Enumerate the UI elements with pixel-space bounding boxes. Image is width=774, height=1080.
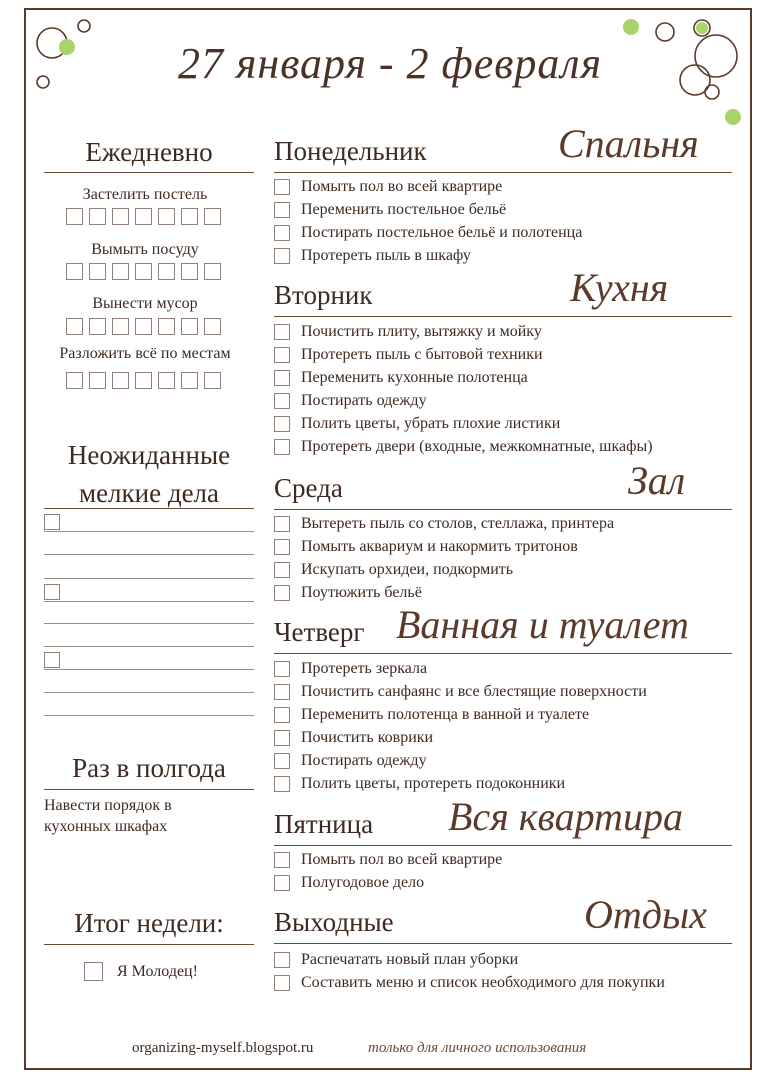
checkbox[interactable] — [274, 225, 290, 241]
checkbox[interactable] — [274, 684, 290, 700]
checkbox[interactable] — [181, 372, 198, 389]
checkbox[interactable] — [204, 372, 221, 389]
checkbox[interactable] — [158, 318, 175, 335]
checkbox[interactable] — [112, 318, 129, 335]
task-item — [274, 320, 542, 343]
room-title: Кухня — [570, 265, 669, 310]
task-item — [274, 726, 433, 749]
checkbox[interactable] — [274, 730, 290, 746]
task-label: Постирать одежду — [301, 751, 427, 769]
checkbox[interactable] — [274, 562, 290, 578]
week-result-title: Итог недели: — [74, 908, 224, 938]
write-line — [44, 601, 254, 602]
checkbox[interactable] — [44, 652, 60, 668]
room-title: Спальня — [558, 121, 699, 166]
task-item — [274, 749, 427, 772]
divider — [274, 845, 732, 846]
task-item — [274, 343, 543, 366]
unexpected-title — [44, 436, 254, 512]
task-label: Переменить постельное бельё — [301, 200, 507, 218]
checkbox[interactable] — [274, 539, 290, 555]
task-item — [274, 871, 424, 894]
task-item — [274, 703, 589, 726]
checkbox[interactable] — [274, 975, 290, 991]
checkbox[interactable] — [274, 516, 290, 532]
write-line — [44, 646, 254, 647]
half-year-text-line: кухонных шкафах — [44, 818, 168, 835]
task-label: Протереть зеркала — [301, 659, 428, 677]
write-line — [44, 531, 254, 532]
checkbox[interactable] — [274, 347, 290, 363]
task-label: Полугодовое дело — [301, 873, 425, 891]
circle-deco — [78, 20, 90, 32]
divider — [44, 789, 254, 790]
checkbox[interactable] — [274, 248, 290, 264]
page-title: 27 января - 2 февраля — [177, 39, 603, 88]
day-title: Четверг — [274, 617, 365, 647]
daily-checkboxes — [66, 318, 227, 335]
checkbox[interactable] — [274, 661, 290, 677]
task-label: Переменить кухонные полотенца — [301, 368, 528, 386]
task-item — [274, 558, 513, 581]
task-label: Протереть двери (входные, межкомнатные, шкафы) — [301, 437, 653, 455]
daily-label: Застелить постель — [82, 186, 208, 203]
task-item — [274, 175, 502, 198]
write-line — [44, 578, 254, 579]
checkbox[interactable] — [274, 439, 290, 455]
divider — [274, 943, 732, 944]
checkbox[interactable] — [66, 208, 83, 225]
write-line — [44, 669, 254, 670]
checkbox[interactable] — [89, 318, 106, 335]
checkbox[interactable] — [135, 208, 152, 225]
checkbox[interactable] — [66, 263, 83, 280]
divider — [44, 944, 254, 945]
write-line — [44, 692, 254, 693]
circle-deco — [37, 76, 49, 88]
write-line — [44, 554, 254, 555]
write-line — [44, 623, 254, 624]
task-item — [274, 221, 582, 244]
checkbox[interactable] — [135, 318, 152, 335]
checkbox[interactable] — [274, 179, 290, 195]
green-dot-deco — [623, 19, 639, 35]
checkbox[interactable] — [135, 263, 152, 280]
day-title: Пятница — [274, 809, 374, 839]
task-label: Протереть пыль в шкафу — [301, 246, 471, 264]
divider — [274, 509, 732, 510]
task-item — [274, 848, 502, 871]
room-title: Ванная и туалет — [396, 602, 689, 647]
checkbox[interactable] — [274, 707, 290, 723]
task-label: Распечатать новый план уборки — [301, 950, 519, 968]
checkbox[interactable] — [158, 263, 175, 280]
task-item — [274, 198, 506, 221]
daily-label: Вынести мусор — [92, 295, 198, 312]
checkbox[interactable] — [89, 208, 106, 225]
checkbox[interactable] — [158, 372, 175, 389]
checkbox[interactable] — [112, 208, 129, 225]
task-label: Почистить плиту, вытяжку и мойку — [301, 322, 542, 340]
task-label: Переменить полотенца в ванной и туалете — [301, 705, 590, 723]
task-item — [274, 512, 614, 535]
checkbox[interactable] — [204, 263, 221, 280]
divider — [44, 172, 254, 173]
day-title: Вторник — [274, 280, 373, 310]
checkbox[interactable] — [274, 852, 290, 868]
checkbox[interactable] — [274, 753, 290, 769]
task-label: Искупать орхидеи, подкормить — [301, 560, 514, 578]
checkbox[interactable] — [158, 208, 175, 225]
task-label: Протереть пыль с бытовой техники — [301, 345, 543, 363]
task-label: Почистить коврики — [301, 728, 434, 746]
checkbox[interactable] — [274, 393, 290, 409]
checkbox[interactable] — [274, 202, 290, 218]
task-label: Полить цветы, убрать плохие листики — [301, 414, 561, 432]
green-dot-deco — [696, 22, 708, 34]
divider — [274, 653, 732, 654]
week-result-label: Я Молодец! — [117, 962, 198, 980]
task-label: Постирать одежду — [301, 391, 427, 409]
unexpected-title-line: Неожиданные — [67, 440, 231, 470]
checkbox[interactable] — [204, 208, 221, 225]
task-item — [274, 971, 665, 994]
day-title: Среда — [274, 473, 343, 503]
checkbox[interactable] — [112, 263, 129, 280]
task-label: Постирать постельное бельё и полотенца — [301, 223, 583, 241]
daily-checkboxes — [66, 263, 227, 280]
checkbox[interactable] — [181, 263, 198, 280]
checkbox[interactable] — [89, 372, 106, 389]
daily-checkboxes — [66, 208, 227, 225]
checkbox[interactable] — [274, 370, 290, 386]
task-item — [274, 389, 427, 412]
task-label: Поутюжить бельё — [301, 583, 422, 601]
daily-checkboxes — [66, 372, 227, 389]
task-item — [274, 412, 560, 435]
divider — [274, 172, 732, 173]
daily-title: Ежедневно — [85, 137, 213, 167]
usage-note: только для личного использования — [368, 1040, 587, 1056]
task-item — [274, 366, 528, 389]
checkbox[interactable] — [89, 263, 106, 280]
half-year-text — [44, 795, 172, 837]
checkbox[interactable] — [274, 585, 290, 601]
task-item — [274, 535, 578, 558]
checkbox[interactable] — [204, 318, 221, 335]
checkbox[interactable] — [84, 962, 103, 981]
divider — [44, 508, 254, 509]
checkbox[interactable] — [66, 318, 83, 335]
checkbox[interactable] — [274, 324, 290, 340]
day-title: Понедельник — [274, 136, 427, 166]
task-label: Вытереть пыль со столов, стеллажа, принтера — [301, 514, 615, 532]
daily-label: Разложить всё по местам — [59, 345, 231, 362]
room-title: Отдых — [584, 892, 707, 937]
checkbox[interactable] — [112, 372, 129, 389]
blog-url[interactable]: organizing-myself.blogspot.ru — [132, 1040, 314, 1056]
divider — [274, 316, 732, 317]
task-item — [274, 948, 518, 971]
task-label: Помыть пол во всей квартире — [301, 850, 503, 868]
task-label: Почистить санфаянс и все блестящие поверхности — [301, 682, 647, 700]
checkbox[interactable] — [44, 514, 60, 530]
half-year-text-line: Навести порядок в — [44, 797, 172, 814]
daily-label: Вымыть посуду — [91, 241, 199, 258]
task-label: Помыть пол во всей квартире — [301, 177, 503, 195]
task-item — [274, 772, 565, 795]
day-title: Выходные — [274, 907, 394, 937]
week-result-item — [84, 962, 198, 981]
checkbox[interactable] — [274, 875, 290, 891]
task-item — [274, 244, 471, 267]
checkbox[interactable] — [181, 208, 198, 225]
task-item — [274, 435, 653, 458]
room-title: Вся квартира — [448, 794, 683, 839]
task-label: Составить меню и список необходимого для покупки — [301, 973, 665, 991]
unexpected-title-line: мелкие дела — [78, 478, 220, 508]
task-item — [274, 680, 647, 703]
checkbox[interactable] — [44, 584, 60, 600]
green-dot-deco — [725, 109, 741, 125]
task-label: Помыть аквариум и накормить тритонов — [301, 537, 578, 555]
half-year-title: Раз в полгода — [72, 753, 226, 783]
checkbox[interactable] — [274, 776, 290, 792]
room-title: Зал — [628, 458, 686, 503]
checkbox[interactable] — [135, 372, 152, 389]
task-item — [274, 657, 427, 680]
checkbox[interactable] — [274, 952, 290, 968]
checkbox[interactable] — [181, 318, 198, 335]
task-label: Полить цветы, протереть подоконники — [301, 774, 566, 792]
checkbox[interactable] — [274, 416, 290, 432]
write-line — [44, 715, 254, 716]
checkbox[interactable] — [66, 372, 83, 389]
